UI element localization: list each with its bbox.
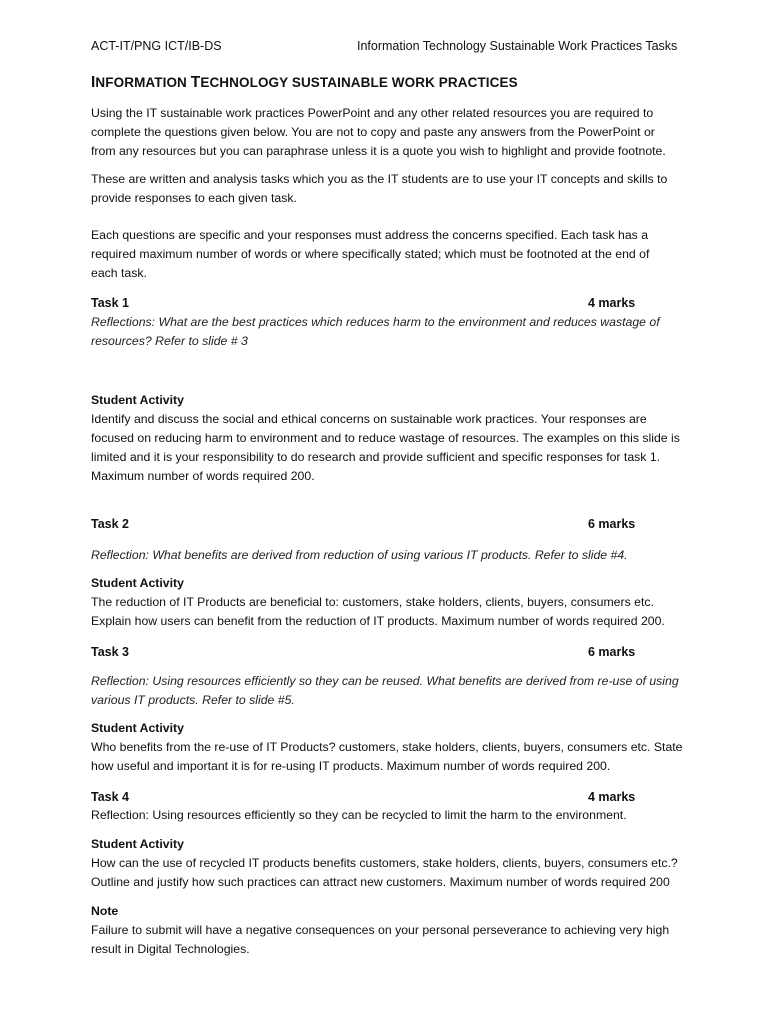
intro-p3-line: Each questions are specific and your responses must address the concerns specified. Each task has a [91,228,649,242]
activity-line: The reduction of IT Products are beneficial to: customers, stake holders, clients, buyers, consumers etc. [91,595,654,609]
task-2-reflection [91,546,691,565]
activity-line: how useful and important it is for re-using IT products. Maximum number of words required 200. [91,759,611,773]
task-marks: 6 marks [588,517,636,531]
activity-line: focused on reducing harm to environment and to reduce wastage of resources. The examples on this slide is [91,431,680,445]
activity-line: How can the use of recycled IT products benefits customers, stake holders, clients, buyers, consumers etc.? [91,856,678,870]
task-4-activity-heading [91,835,691,854]
task-1-activity [91,410,691,486]
intro-paragraph-1 [91,104,691,161]
task-marks: 6 marks [588,645,636,659]
task-4-activity [91,854,691,892]
intro-p3-line: required maximum number of words or where specifically stated; which must be footnoted at the end of [91,247,650,261]
activity-heading-text: Student Activity [91,393,184,407]
title-cap-1: I [91,74,96,91]
reflection-line: resources? Refer to slide # 3 [91,334,248,348]
activity-line: Explain how users can benefit from the reduction of IT products. Maximum number of words required 200. [91,614,665,628]
intro-paragraph-3 [91,226,691,283]
task-1-reflection [91,313,691,351]
activity-heading-text: Student Activity [91,837,184,851]
reflection-line: Reflection: Using resources efficiently so they can be recycled to limit the harm to the environment. [91,808,627,822]
task-1-activity-heading [91,391,691,410]
intro-paragraph-2 [91,170,691,208]
task-2-activity [91,593,691,631]
intro-p2-line: provide responses to each given task. [91,191,297,205]
intro-p1-line: from any resources but you can paraphrase unless it is a quote you wish to highlight and provide footnote. [91,144,666,158]
task-marks: 4 marks [588,790,636,804]
header-document-title: Information Technology Sustainable Work Practices Tasks [357,39,678,53]
task-2-activity-heading [91,574,691,593]
activity-heading-text: Student Activity [91,576,184,590]
activity-line: limited and it is your responsibility to do research and provide sufficient and specific responses for task 1. [91,450,661,464]
intro-p1-line: Using the IT sustainable work practices PowerPoint and any other related resources you are required to [91,106,654,120]
reflection-line: Reflection: Using resources efficiently so they can be reused. What benefits are derived from re-use of using [91,674,679,688]
intro-p2-line: These are written and analysis tasks which you as the IT students are to use your IT concepts and skills to [91,172,668,186]
task-label: Task 1 [91,296,129,310]
task-3-reflection [91,672,691,710]
header-course-code: ACT-IT/PNG ICT/IB-DS [91,39,222,53]
note-heading-text: Note [91,904,119,918]
reflection-line: various IT products. Refer to slide #5. [91,693,295,707]
activity-line: Maximum number of words required 200. [91,469,315,483]
activity-line: Outline and justify how such practices can attract new customers. Maximum number of words required 200 [91,875,670,889]
intro-p3-line: each task. [91,266,147,280]
title-cap-2: T [190,74,201,91]
task-3-activity-heading [91,719,691,738]
note-body [91,921,691,959]
reflection-line: Reflections: What are the best practices which reduces harm to the environment and reduces wastage of [91,315,660,329]
title-part-2: ECHNOLOGY SUSTAINABLE WORK PRACTICES [200,75,518,90]
task-3-activity [91,738,691,776]
activity-line: Identify and discuss the social and ethical concerns on sustainable work practices. Your responses are [91,412,647,426]
task-label: Task 2 [91,517,129,531]
title-part-1: NFORMATION [95,75,191,90]
activity-line: Who benefits from the re-use of IT Products? customers, stake holders, clients, buyers, consumers etc. State [91,740,683,754]
activity-heading-text: Student Activity [91,721,184,735]
task-label: Task 4 [91,790,129,804]
note-heading [91,902,691,921]
document-title [91,74,518,92]
note-line: result in Digital Technologies. [91,942,250,956]
task-marks: 4 marks [588,296,636,310]
task-4-reflection [91,806,691,825]
task-label: Task 3 [91,645,129,659]
note-line: Failure to submit will have a negative consequences on your personal perseverance to achieving very high [91,923,670,937]
reflection-line: Reflection: What benefits are derived from reduction of using various IT products. Refer to slide #4. [91,548,628,562]
intro-p1-line: complete the questions given below. You are not to copy and paste any answers from the PowerPoint or [91,125,655,139]
